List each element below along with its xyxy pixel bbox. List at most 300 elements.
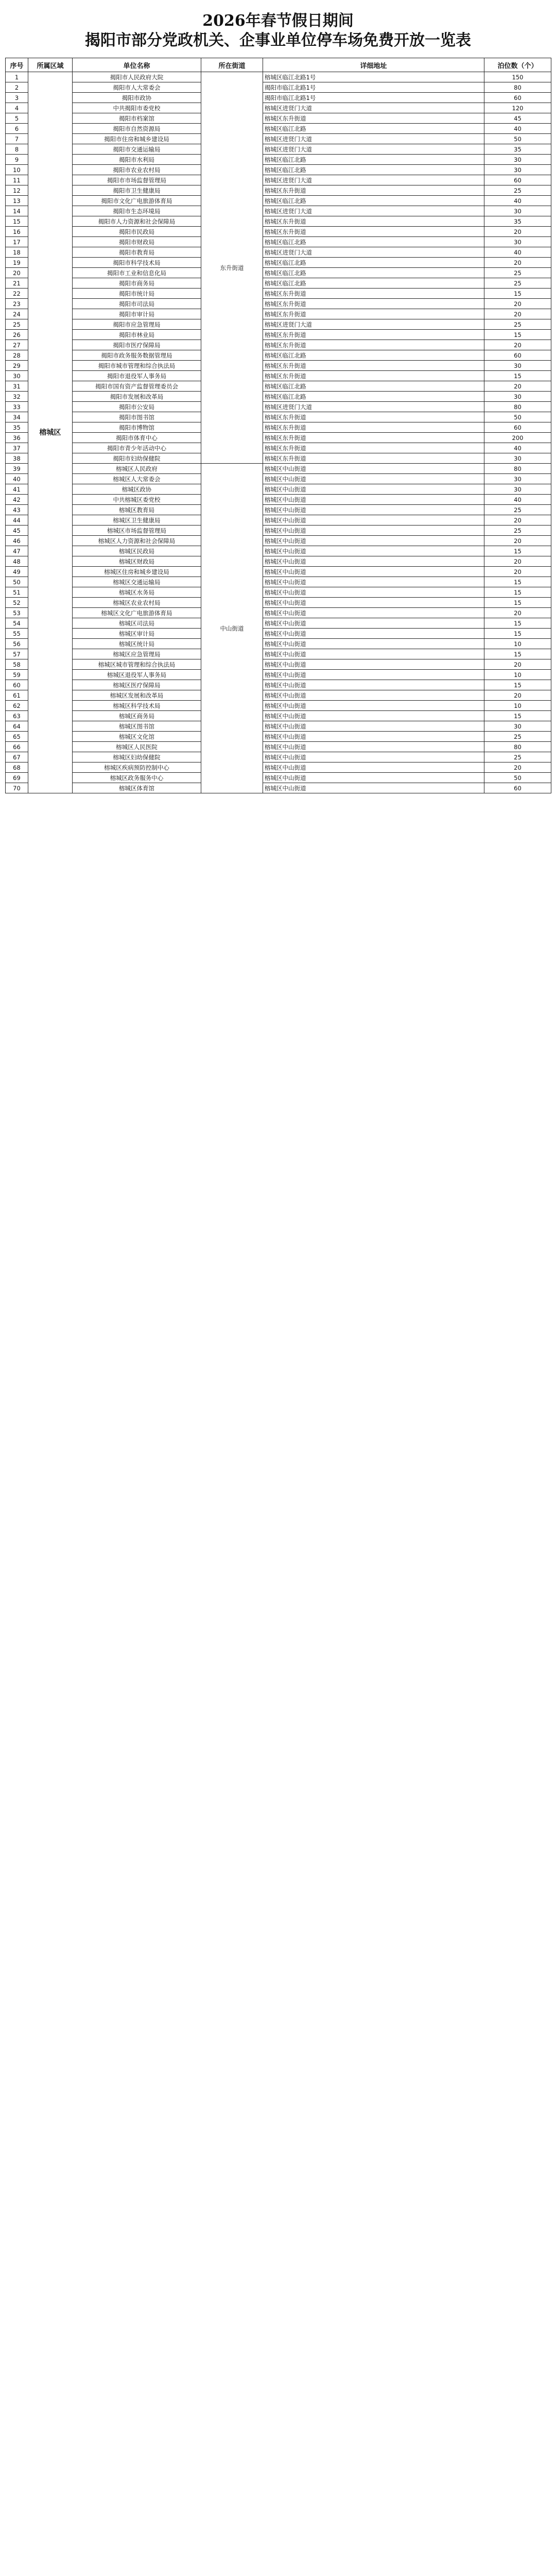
cell-spaces: 15	[484, 711, 551, 721]
cell-spaces: 15	[484, 598, 551, 608]
cell-spaces: 200	[484, 433, 551, 443]
cell-address: 榕城区进贤门大道	[263, 175, 484, 185]
cell-serial: 58	[6, 659, 28, 670]
cell-spaces: 20	[484, 762, 551, 773]
cell-spaces: 20	[484, 227, 551, 237]
cell-unit-name: 揭阳市退役军人事务局	[73, 371, 201, 381]
cell-serial: 59	[6, 670, 28, 680]
table-row	[6, 216, 551, 227]
cell-address: 榕城区临江北路	[263, 155, 484, 165]
cell-address: 榕城区中山街道	[263, 701, 484, 711]
cell-unit-name: 中共榕城区委党校	[73, 495, 201, 505]
cell-unit-name: 揭阳市公安局	[73, 402, 201, 412]
table-row	[6, 371, 551, 381]
cell-spaces: 35	[484, 216, 551, 227]
cell-unit-name: 揭阳市应急管理局	[73, 319, 201, 330]
cell-spaces: 20	[484, 258, 551, 268]
cell-spaces: 60	[484, 783, 551, 793]
cell-serial: 13	[6, 196, 28, 206]
cell-serial: 46	[6, 536, 28, 546]
cell-serial: 45	[6, 526, 28, 536]
cell-unit-name: 榕城区住房和城乡建设局	[73, 567, 201, 577]
cell-serial: 20	[6, 268, 28, 278]
cell-unit-name: 揭阳市住房和城乡建设局	[73, 134, 201, 144]
cell-address: 榕城区进贤门大道	[263, 206, 484, 216]
cell-spaces: 25	[484, 526, 551, 536]
cell-unit-name: 榕城区人力资源和社会保障局	[73, 536, 201, 546]
cell-unit-name: 榕城区政务服务中心	[73, 773, 201, 783]
cell-serial: 49	[6, 567, 28, 577]
cell-serial: 10	[6, 165, 28, 175]
cell-unit-name: 榕城区人民政府	[73, 464, 201, 474]
cell-unit-name: 榕城区应急管理局	[73, 649, 201, 659]
cell-spaces: 25	[484, 732, 551, 742]
cell-spaces: 15	[484, 577, 551, 587]
table-row	[6, 495, 551, 505]
table-row	[6, 258, 551, 268]
cell-spaces: 15	[484, 680, 551, 690]
cell-serial: 32	[6, 392, 28, 402]
cell-serial: 35	[6, 422, 28, 433]
cell-unit-name: 揭阳市教育局	[73, 247, 201, 258]
cell-spaces: 20	[484, 515, 551, 526]
table-row	[6, 361, 551, 371]
cell-district: 榕城区	[28, 72, 73, 793]
cell-unit-name: 榕城区交通运输局	[73, 577, 201, 587]
cell-spaces: 20	[484, 567, 551, 577]
cell-serial: 56	[6, 639, 28, 649]
cell-unit-name: 揭阳市妇幼保健院	[73, 453, 201, 464]
table-row	[6, 484, 551, 495]
cell-address: 榕城区中山街道	[263, 690, 484, 701]
cell-unit-name: 揭阳市审计局	[73, 309, 201, 319]
cell-unit-name: 揭阳市卫生健康局	[73, 185, 201, 196]
cell-address: 榕城区东升街道	[263, 422, 484, 433]
cell-spaces: 40	[484, 443, 551, 453]
cell-serial: 50	[6, 577, 28, 587]
cell-unit-name: 揭阳市商务局	[73, 278, 201, 289]
cell-serial: 48	[6, 556, 28, 567]
table-row	[6, 649, 551, 659]
cell-address: 榕城区中山街道	[263, 752, 484, 762]
cell-unit-name: 揭阳市政务服务数据管理局	[73, 350, 201, 361]
cell-spaces: 30	[484, 392, 551, 402]
cell-serial: 60	[6, 680, 28, 690]
cell-unit-name: 榕城区财政局	[73, 556, 201, 567]
cell-unit-name: 中共揭阳市委党校	[73, 103, 201, 113]
cell-address: 榕城区中山街道	[263, 629, 484, 639]
cell-serial: 55	[6, 629, 28, 639]
cell-unit-name: 榕城区民政局	[73, 546, 201, 556]
cell-spaces: 50	[484, 412, 551, 422]
cell-serial: 42	[6, 495, 28, 505]
cell-serial: 16	[6, 227, 28, 237]
table-row	[6, 381, 551, 392]
cell-spaces: 50	[484, 134, 551, 144]
cell-unit-name: 榕城区司法局	[73, 618, 201, 629]
cell-spaces: 20	[484, 299, 551, 309]
cell-spaces: 25	[484, 319, 551, 330]
cell-address: 榕城区中山街道	[263, 495, 484, 505]
cell-spaces: 40	[484, 495, 551, 505]
table-row	[6, 268, 551, 278]
cell-spaces: 20	[484, 556, 551, 567]
cell-spaces: 30	[484, 361, 551, 371]
parking-table	[5, 58, 551, 793]
cell-spaces: 20	[484, 309, 551, 319]
table-row	[6, 93, 551, 103]
cell-address: 榕城区中山街道	[263, 649, 484, 659]
cell-serial: 9	[6, 155, 28, 165]
cell-address: 榕城区进贤门大道	[263, 103, 484, 113]
cell-serial: 36	[6, 433, 28, 443]
cell-unit-name: 揭阳市医疗保障局	[73, 340, 201, 350]
title-line-1: 2026年春节假日期间	[202, 12, 354, 30]
cell-address: 榕城区中山街道	[263, 474, 484, 484]
cell-unit-name: 榕城区退役军人事务局	[73, 670, 201, 680]
cell-serial: 44	[6, 515, 28, 526]
table-row	[6, 732, 551, 742]
cell-spaces: 25	[484, 278, 551, 289]
header-address: 详细地址	[263, 58, 484, 72]
title-line-2: 揭阳市部分党政机关、企事业单位停车场免费开放一览表	[85, 31, 471, 49]
table-row	[6, 762, 551, 773]
cell-address: 榕城区东升街道	[263, 216, 484, 227]
table-row	[6, 124, 551, 134]
cell-address: 榕城区中山街道	[263, 505, 484, 515]
cell-spaces: 20	[484, 536, 551, 546]
table-row	[6, 639, 551, 649]
cell-serial: 57	[6, 649, 28, 659]
table-row	[6, 453, 551, 464]
cell-unit-name: 揭阳市发展和改革局	[73, 392, 201, 402]
cell-address: 榕城区临江北路	[263, 381, 484, 392]
table-row	[6, 144, 551, 155]
cell-spaces: 25	[484, 752, 551, 762]
cell-serial: 3	[6, 93, 28, 103]
cell-serial: 11	[6, 175, 28, 185]
cell-serial: 2	[6, 82, 28, 93]
table-row	[6, 752, 551, 762]
cell-unit-name: 榕城区图书馆	[73, 721, 201, 732]
cell-serial: 5	[6, 113, 28, 124]
cell-address: 榕城区东升街道	[263, 433, 484, 443]
cell-spaces: 15	[484, 546, 551, 556]
table-row	[6, 134, 551, 144]
cell-address: 榕城区临江北路	[263, 392, 484, 402]
cell-unit-name: 榕城区人大常委会	[73, 474, 201, 484]
table-row	[6, 546, 551, 556]
cell-unit-name: 榕城区审计局	[73, 629, 201, 639]
cell-address: 榕城区中山街道	[263, 742, 484, 752]
table-row	[6, 670, 551, 680]
document-title	[0, 11, 556, 50]
cell-serial: 17	[6, 237, 28, 247]
cell-spaces: 60	[484, 422, 551, 433]
cell-serial: 63	[6, 711, 28, 721]
cell-unit-name: 榕城区体育馆	[73, 783, 201, 793]
cell-serial: 12	[6, 185, 28, 196]
cell-spaces: 30	[484, 484, 551, 495]
cell-address: 榕城区东升街道	[263, 289, 484, 299]
table-row	[6, 350, 551, 361]
cell-spaces: 15	[484, 649, 551, 659]
cell-address: 榕城区中山街道	[263, 577, 484, 587]
header-spaces: 泊位数（个）	[484, 58, 551, 72]
cell-spaces: 80	[484, 82, 551, 93]
table-row	[6, 505, 551, 515]
cell-address: 榕城区中山街道	[263, 680, 484, 690]
cell-serial: 26	[6, 330, 28, 340]
cell-address: 榕城区东升街道	[263, 340, 484, 350]
cell-unit-name: 榕城区卫生健康局	[73, 515, 201, 526]
cell-address: 榕城区东升街道	[263, 113, 484, 124]
cell-unit-name: 揭阳市博物馆	[73, 422, 201, 433]
table-row	[6, 402, 551, 412]
cell-unit-name: 榕城区水务局	[73, 587, 201, 598]
table-row	[6, 165, 551, 175]
cell-address: 榕城区中山街道	[263, 732, 484, 742]
table-row	[6, 464, 551, 474]
cell-unit-name: 榕城区城市管理和综合执法局	[73, 659, 201, 670]
table-row	[6, 690, 551, 701]
cell-address: 榕城区进贤门大道	[263, 402, 484, 412]
cell-address: 榕城区临江北路	[263, 278, 484, 289]
cell-unit-name: 揭阳市科学技术局	[73, 258, 201, 268]
cell-address: 榕城区中山街道	[263, 639, 484, 649]
cell-spaces: 30	[484, 453, 551, 464]
cell-serial: 65	[6, 732, 28, 742]
cell-unit-name: 榕城区市场监督管理局	[73, 526, 201, 536]
cell-address: 榕城区临江北路	[263, 237, 484, 247]
cell-unit-name: 揭阳市青少年活动中心	[73, 443, 201, 453]
header-serial: 序号	[6, 58, 28, 72]
cell-address: 榕城区进贤门大道	[263, 247, 484, 258]
cell-address: 榕城区中山街道	[263, 608, 484, 618]
cell-serial: 28	[6, 350, 28, 361]
cell-serial: 41	[6, 484, 28, 495]
cell-unit-name: 揭阳市市场监督管理局	[73, 175, 201, 185]
cell-serial: 43	[6, 505, 28, 515]
cell-unit-name: 揭阳市自然资源局	[73, 124, 201, 134]
header-street: 所在街道	[201, 58, 263, 72]
cell-address: 榕城区中山街道	[263, 773, 484, 783]
cell-address: 榕城区临江北路1号	[263, 72, 484, 82]
cell-unit-name: 揭阳市文化广电旅游体育局	[73, 196, 201, 206]
cell-address: 榕城区临江北路	[263, 258, 484, 268]
table-row	[6, 773, 551, 783]
cell-serial: 38	[6, 453, 28, 464]
table-row	[6, 289, 551, 299]
cell-unit-name: 揭阳市统计局	[73, 289, 201, 299]
cell-spaces: 25	[484, 505, 551, 515]
cell-serial: 61	[6, 690, 28, 701]
cell-serial: 23	[6, 299, 28, 309]
cell-unit-name: 揭阳市城市管理和综合执法局	[73, 361, 201, 371]
cell-spaces: 30	[484, 237, 551, 247]
cell-address: 榕城区东升街道	[263, 309, 484, 319]
cell-serial: 29	[6, 361, 28, 371]
cell-serial: 19	[6, 258, 28, 268]
cell-spaces: 35	[484, 144, 551, 155]
cell-address: 榕城区中山街道	[263, 536, 484, 546]
cell-spaces: 80	[484, 402, 551, 412]
cell-address: 榕城区东升街道	[263, 412, 484, 422]
cell-spaces: 30	[484, 474, 551, 484]
header-unit-name: 单位名称	[73, 58, 201, 72]
cell-address: 榕城区东升街道	[263, 361, 484, 371]
cell-address: 榕城区东升街道	[263, 299, 484, 309]
cell-unit-name: 揭阳市体育中心	[73, 433, 201, 443]
cell-unit-name: 揭阳市水利局	[73, 155, 201, 165]
cell-spaces: 30	[484, 206, 551, 216]
table-row	[6, 175, 551, 185]
cell-address: 榕城区东升街道	[263, 371, 484, 381]
cell-street: 东升街道	[201, 72, 263, 464]
table-row	[6, 598, 551, 608]
cell-address: 榕城区东升街道	[263, 227, 484, 237]
table-body	[6, 72, 551, 793]
cell-unit-name: 揭阳市财政局	[73, 237, 201, 247]
cell-spaces: 40	[484, 124, 551, 134]
cell-serial: 54	[6, 618, 28, 629]
cell-serial: 14	[6, 206, 28, 216]
cell-spaces: 15	[484, 330, 551, 340]
cell-spaces: 60	[484, 350, 551, 361]
cell-address: 榕城区中山街道	[263, 711, 484, 721]
cell-spaces: 20	[484, 690, 551, 701]
cell-unit-name: 揭阳市国有资产监督管理委员会	[73, 381, 201, 392]
cell-spaces: 120	[484, 103, 551, 113]
table-row	[6, 618, 551, 629]
cell-serial: 51	[6, 587, 28, 598]
cell-serial: 66	[6, 742, 28, 752]
cell-spaces: 10	[484, 670, 551, 680]
cell-address: 榕城区临江北路	[263, 196, 484, 206]
cell-spaces: 30	[484, 721, 551, 732]
cell-serial: 6	[6, 124, 28, 134]
cell-serial: 69	[6, 773, 28, 783]
table-row	[6, 742, 551, 752]
cell-spaces: 40	[484, 196, 551, 206]
table-header-row	[6, 58, 551, 72]
cell-unit-name: 榕城区文化广电旅游体育局	[73, 608, 201, 618]
cell-address: 榕城区中山街道	[263, 587, 484, 598]
cell-spaces: 15	[484, 289, 551, 299]
table-row	[6, 319, 551, 330]
cell-street: 中山街道	[201, 464, 263, 793]
table-row	[6, 247, 551, 258]
cell-spaces: 80	[484, 742, 551, 752]
cell-unit-name: 榕城区妇幼保健院	[73, 752, 201, 762]
header-district: 所属区域	[28, 58, 73, 72]
table-row	[6, 330, 551, 340]
cell-serial: 62	[6, 701, 28, 711]
cell-unit-name: 揭阳市林业局	[73, 330, 201, 340]
table-row	[6, 629, 551, 639]
cell-address: 榕城区中山街道	[263, 567, 484, 577]
table-row	[6, 556, 551, 567]
table-row	[6, 206, 551, 216]
table-row	[6, 711, 551, 721]
cell-address: 榕城区临江北路	[263, 124, 484, 134]
table-row	[6, 474, 551, 484]
cell-serial: 7	[6, 134, 28, 144]
table-row	[6, 237, 551, 247]
cell-address: 榕城区中山街道	[263, 546, 484, 556]
table-row	[6, 103, 551, 113]
table-row	[6, 196, 551, 206]
cell-address: 榕城区中山街道	[263, 618, 484, 629]
cell-spaces: 25	[484, 185, 551, 196]
cell-unit-name: 榕城区医疗保障局	[73, 680, 201, 690]
cell-serial: 21	[6, 278, 28, 289]
cell-address: 榕城区中山街道	[263, 464, 484, 474]
cell-spaces: 60	[484, 175, 551, 185]
cell-spaces: 50	[484, 773, 551, 783]
table-row	[6, 659, 551, 670]
cell-unit-name: 榕城区农业农村局	[73, 598, 201, 608]
table-row	[6, 412, 551, 422]
cell-serial: 64	[6, 721, 28, 732]
cell-spaces: 40	[484, 247, 551, 258]
cell-unit-name: 揭阳市图书馆	[73, 412, 201, 422]
cell-spaces: 20	[484, 608, 551, 618]
table-row	[6, 577, 551, 587]
table-row	[6, 422, 551, 433]
cell-spaces: 20	[484, 381, 551, 392]
cell-serial: 25	[6, 319, 28, 330]
cell-spaces: 20	[484, 340, 551, 350]
cell-unit-name: 揭阳市农业农村局	[73, 165, 201, 175]
table-row	[6, 536, 551, 546]
table-row	[6, 299, 551, 309]
cell-unit-name: 榕城区发展和改革局	[73, 690, 201, 701]
table-row	[6, 185, 551, 196]
cell-address: 榕城区中山街道	[263, 526, 484, 536]
table-row	[6, 340, 551, 350]
cell-serial: 15	[6, 216, 28, 227]
cell-serial: 30	[6, 371, 28, 381]
table-row	[6, 567, 551, 577]
table-row	[6, 278, 551, 289]
cell-address: 榕城区中山街道	[263, 762, 484, 773]
table-row	[6, 701, 551, 711]
cell-unit-name: 榕城区教育局	[73, 505, 201, 515]
cell-serial: 67	[6, 752, 28, 762]
cell-spaces: 80	[484, 464, 551, 474]
cell-spaces: 20	[484, 659, 551, 670]
cell-address: 榕城区东升街道	[263, 453, 484, 464]
cell-spaces: 150	[484, 72, 551, 82]
cell-unit-name: 揭阳市政协	[73, 93, 201, 103]
cell-unit-name: 榕城区疾病预防控制中心	[73, 762, 201, 773]
cell-unit-name: 揭阳市民政局	[73, 227, 201, 237]
table-row	[6, 721, 551, 732]
table-row	[6, 680, 551, 690]
cell-serial: 4	[6, 103, 28, 113]
cell-spaces: 15	[484, 629, 551, 639]
cell-address: 榕城区中山街道	[263, 783, 484, 793]
cell-unit-name: 榕城区商务局	[73, 711, 201, 721]
cell-unit-name: 揭阳市人力资源和社会保障局	[73, 216, 201, 227]
cell-spaces: 15	[484, 371, 551, 381]
cell-unit-name: 揭阳市人民政府大院	[73, 72, 201, 82]
table-row	[6, 72, 551, 82]
cell-spaces: 10	[484, 701, 551, 711]
cell-serial: 27	[6, 340, 28, 350]
table-row	[6, 113, 551, 124]
